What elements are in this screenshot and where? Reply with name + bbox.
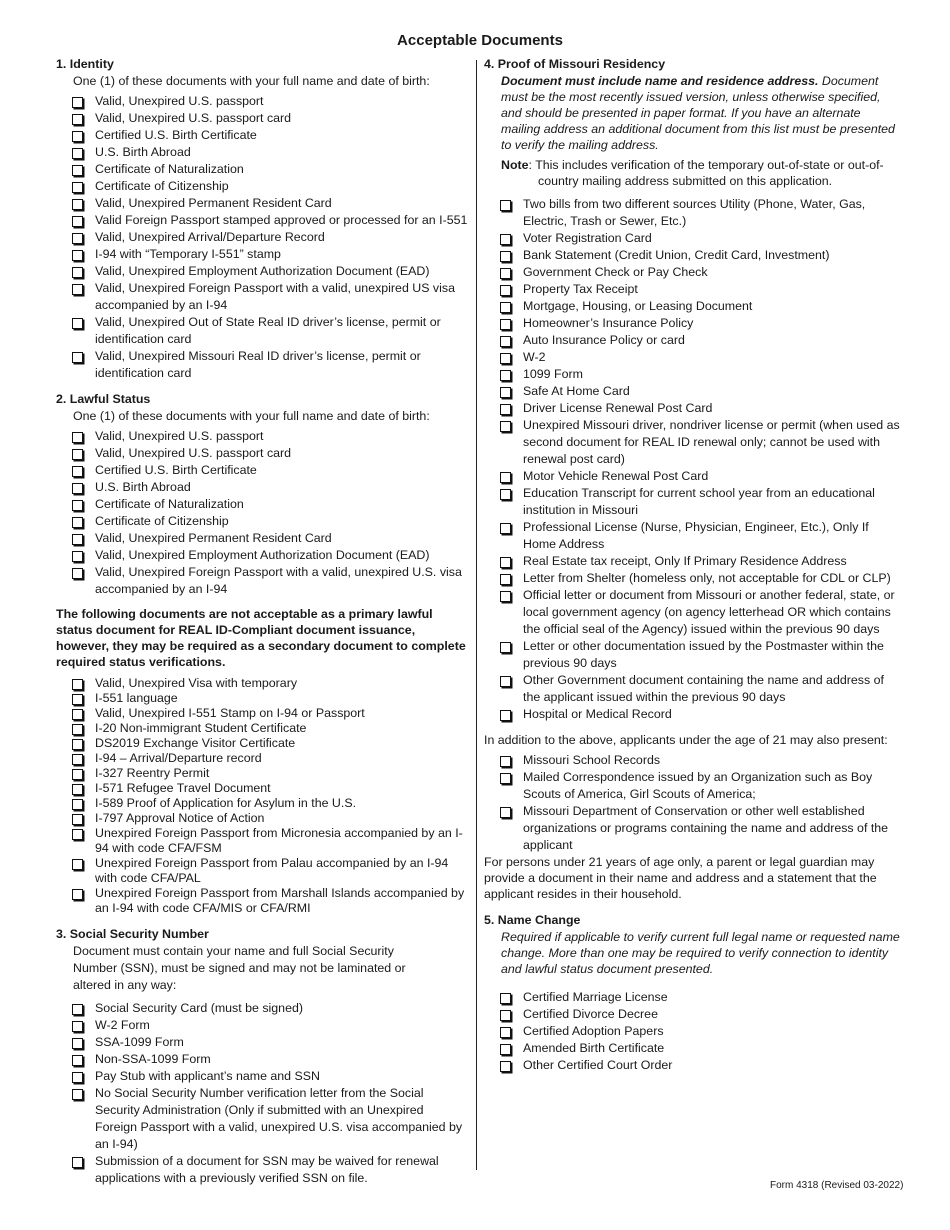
document-item [56, 127, 468, 144]
document-item-label: U.S. Birth Abroad [95, 145, 191, 159]
checkbox[interactable] [500, 251, 511, 262]
document-item [56, 110, 468, 127]
name-change-description: Required if applicable to verify current full legal name or requested name change. More than one may be required to verify connection to identity and lawful status document presented. [501, 930, 900, 976]
document-item [484, 553, 902, 570]
document-item [56, 1068, 468, 1085]
document-item-label: Valid, Unexpired Out of State Real ID driver’s license, permit or identification card [95, 315, 441, 346]
checkbox[interactable] [72, 709, 83, 720]
ssn-heading: 3. Social Security Number [56, 927, 209, 941]
checkbox[interactable] [72, 1089, 83, 1100]
document-item [484, 196, 902, 230]
checkbox[interactable] [500, 285, 511, 296]
residency-note-text: : This includes verification of the temporary out-of-state or out-of-country mailing address submitted on this application. [528, 158, 884, 188]
residency-note [501, 157, 902, 189]
document-item-label: Certificate of Naturalization [95, 162, 244, 176]
document-item [56, 564, 468, 598]
document-item-label: I-797 Approval Notice of Action [95, 811, 265, 825]
checkbox[interactable] [72, 859, 83, 870]
checkbox[interactable] [72, 889, 83, 900]
checkbox[interactable] [72, 318, 83, 329]
checkbox[interactable] [72, 449, 83, 460]
under21-list [484, 752, 902, 854]
document-item [484, 383, 902, 400]
checkbox[interactable] [72, 250, 83, 261]
document-item-label: I-589 Proof of Application for Asylum in the U.S. [95, 796, 357, 810]
document-item [484, 264, 902, 281]
document-item [484, 281, 902, 298]
lawful-status-heading: 2. Lawful Status [56, 392, 151, 406]
document-item-label: Certificate of Citizenship [95, 179, 229, 193]
checkbox[interactable] [72, 1157, 83, 1168]
document-item [56, 178, 468, 195]
document-item-label: Valid, Unexpired Foreign Passport with a valid, unexpired U.S. visa accompanied by an I-94 [95, 565, 462, 596]
document-item-label: Bank Statement (Credit Union, Credit Card, Investment) [523, 248, 830, 262]
left-column [56, 56, 468, 1187]
document-item [56, 721, 468, 736]
ssn-section [56, 926, 468, 1187]
identity-intro: One (1) of these documents with your full name and date of birth: [73, 74, 430, 88]
residency-heading: 4. Proof of Missouri Residency [484, 57, 666, 71]
document-item [484, 769, 902, 803]
column-divider [476, 60, 477, 1170]
document-item-label: Letter from Shelter (homeless only, not acceptable for CDL or CLP) [523, 571, 891, 585]
document-item [56, 676, 468, 691]
checkbox[interactable] [72, 466, 83, 477]
checkbox[interactable] [72, 114, 83, 125]
document-item-label: Valid, Unexpired Arrival/Departure Record [95, 230, 325, 244]
checkbox[interactable] [500, 336, 511, 347]
residency-description [501, 73, 902, 153]
document-item [56, 766, 468, 781]
document-item [56, 348, 468, 382]
identity-section [56, 56, 468, 382]
document-item [56, 751, 468, 766]
checkbox[interactable] [72, 284, 83, 295]
name-change-heading: 5. Name Change [484, 913, 581, 927]
checkbox[interactable] [72, 694, 83, 705]
checkbox[interactable] [500, 489, 511, 500]
identity-list [56, 93, 468, 382]
document-item-label: I-571 Refugee Travel Document [95, 781, 271, 795]
document-item-label: Certified U.S. Birth Certificate [95, 463, 257, 477]
checkbox[interactable] [500, 370, 511, 381]
document-item [484, 989, 902, 1006]
document-item [484, 349, 902, 366]
document-item [56, 280, 468, 314]
document-item-label: Motor Vehicle Renewal Post Card [523, 469, 709, 483]
document-item-label: Other Government document containing the name and address of the applicant issued within the previous 90 days [523, 673, 884, 704]
document-item [484, 230, 902, 247]
document-item-label: W-2 Form [95, 1018, 150, 1032]
checkbox[interactable] [72, 1021, 83, 1032]
document-item [56, 547, 468, 564]
checkbox[interactable] [72, 814, 83, 825]
document-item-label: W-2 [523, 350, 546, 364]
document-item [484, 706, 902, 723]
document-item-label: Homeowner’s Insurance Policy [523, 316, 694, 330]
document-item-label: Official letter or document from Missouri or another federal, state, or local government agency (on agency letterhead OR which contains the official seal of the Agency) issued within the previous 90 days [523, 588, 895, 636]
ssn-intro: Document must contain your name and full Social Security Number (SSN), must be signed and may not be laminated or altered in any way: [73, 944, 406, 992]
document-item-label: Government Check or Pay Check [523, 265, 708, 279]
checkbox[interactable] [500, 472, 511, 483]
document-item-label: Valid, Unexpired Employment Authorization Document (EAD) [95, 264, 430, 278]
checkbox[interactable] [72, 829, 83, 840]
secondary-document-list [56, 676, 468, 916]
document-item [484, 366, 902, 383]
checkbox[interactable] [500, 319, 511, 330]
document-item-label: Professional License (Nurse, Physician, Engineer, Etc.), Only If Home Address [523, 520, 869, 551]
document-item [56, 144, 468, 161]
guardian-note: For persons under 21 years of age only, a parent or legal guardian may provide a document in their name and address and a statement that the applicant resides in their household. [484, 855, 877, 901]
checkbox[interactable] [72, 352, 83, 363]
checkbox[interactable] [72, 216, 83, 227]
document-item [56, 886, 468, 916]
document-item [484, 485, 902, 519]
checkbox[interactable] [500, 353, 511, 364]
document-item [56, 195, 468, 212]
document-item [484, 417, 902, 468]
document-item-label: Submission of a document for SSN may be waived for renewal applications with a previously verified SSN on file. [95, 1154, 439, 1185]
document-item [484, 1040, 902, 1057]
checkbox[interactable] [72, 1038, 83, 1049]
lawful-status-list [56, 428, 468, 598]
document-item [56, 229, 468, 246]
document-item-label: Amended Birth Certificate [523, 1041, 665, 1055]
document-item [56, 445, 468, 462]
checkbox[interactable] [72, 799, 83, 810]
checkbox[interactable] [500, 591, 511, 602]
document-item [484, 332, 902, 349]
document-item [56, 479, 468, 496]
document-item-label: Valid, Unexpired Permanent Resident Card [95, 531, 332, 545]
document-item [56, 1000, 468, 1017]
document-item [56, 811, 468, 826]
document-item-label: Real Estate tax receipt, Only If Primary Residence Address [523, 554, 847, 568]
document-item-label: Other Certified Court Order [523, 1058, 673, 1072]
checkbox[interactable] [72, 165, 83, 176]
checkbox[interactable] [500, 268, 511, 279]
document-item [484, 672, 902, 706]
document-item-label: Certified U.S. Birth Certificate [95, 128, 257, 142]
document-item-label: Valid, Unexpired U.S. passport card [95, 111, 292, 125]
residency-list [484, 196, 902, 723]
document-item [56, 496, 468, 513]
document-item [484, 400, 902, 417]
checkbox[interactable] [500, 421, 511, 432]
document-item [56, 246, 468, 263]
identity-heading: 1. Identity [56, 57, 114, 71]
document-item [484, 298, 902, 315]
document-item-label: Valid, Unexpired U.S. passport [95, 94, 264, 108]
document-item-label: Mailed Correspondence issued by an Organization such as Boy Scouts of America, Girl Scouts of America; [523, 770, 873, 801]
checkbox[interactable] [500, 234, 511, 245]
checkbox[interactable] [500, 200, 511, 211]
document-item-label: DS2019 Exchange Visitor Certificate [95, 736, 296, 750]
document-item [56, 428, 468, 445]
document-item-label: SSA-1099 Form [95, 1035, 184, 1049]
checkbox[interactable] [500, 710, 511, 721]
residency-note-label: Note [501, 158, 529, 172]
document-item [484, 752, 902, 769]
document-item-label: Safe At Home Card [523, 384, 630, 398]
checkbox[interactable] [72, 1072, 83, 1083]
secondary-document-note: The following documents are not acceptable as a primary lawful status document for REAL ID-Compliant document issuance, however, they may be required as a secondary document to complete required status verifications. [56, 607, 466, 669]
document-item [56, 263, 468, 280]
document-item-label: I-20 Non-immigrant Student Certificate [95, 721, 307, 735]
checkbox[interactable] [72, 784, 83, 795]
document-item-label: Letter or other documentation issued by the Postmaster within the previous 90 days [523, 639, 884, 670]
checkbox[interactable] [500, 302, 511, 313]
checkbox[interactable] [72, 267, 83, 278]
document-item [56, 856, 468, 886]
document-item-label: Valid, Unexpired Visa with temporary [95, 676, 298, 690]
checkbox[interactable] [500, 1027, 511, 1038]
residency-description-bold: Document must include name and residence address. [501, 74, 819, 88]
document-item-label: Certified Marriage License [523, 990, 668, 1004]
document-item-label: Valid, Unexpired Permanent Resident Card [95, 196, 332, 210]
lawful-status-intro: One (1) of these documents with your full name and date of birth: [73, 409, 430, 423]
document-item-label: Valid, Unexpired U.S. passport card [95, 446, 292, 460]
checkbox[interactable] [500, 387, 511, 398]
document-item-label: I-551 language [95, 691, 178, 705]
document-item-label: Certificate of Citizenship [95, 514, 229, 528]
document-item-label: Valid, Unexpired Missouri Real ID driver’s license, permit or identification card [95, 349, 421, 380]
document-item-label: Social Security Card (must be signed) [95, 1001, 303, 1015]
checkbox[interactable] [72, 739, 83, 750]
document-item-label: Non-SSA-1099 Form [95, 1052, 211, 1066]
document-item [484, 315, 902, 332]
checkbox[interactable] [72, 1055, 83, 1066]
under21-intro: In addition to the above, applicants under the age of 21 may also present: [484, 733, 888, 747]
checkbox[interactable] [500, 773, 511, 784]
document-item [56, 1153, 468, 1187]
checkbox[interactable] [72, 97, 83, 108]
checkbox[interactable] [500, 1010, 511, 1021]
document-item [484, 803, 902, 854]
document-item [56, 462, 468, 479]
document-item [56, 1017, 468, 1034]
checkbox[interactable] [72, 551, 83, 562]
checkbox[interactable] [72, 769, 83, 780]
document-item [56, 161, 468, 178]
document-item-label: Unexpired Missouri driver, nondriver license or permit (when used as second document for REAL ID renewal only; cannot be used with renewal post card) [523, 418, 900, 466]
document-item [484, 1006, 902, 1023]
checkbox[interactable] [500, 993, 511, 1004]
document-item-label: Valid Foreign Passport stamped approved or processed for an I-551 [95, 213, 468, 227]
document-item-label: Certified Divorce Decree [523, 1007, 658, 1021]
document-item-label: Certificate of Naturalization [95, 497, 244, 511]
document-item [484, 570, 902, 587]
document-item-label: Valid, Unexpired U.S. passport [95, 429, 264, 443]
document-item [56, 513, 468, 530]
document-item [484, 247, 902, 264]
document-item-label: Mortgage, Housing, or Leasing Document [523, 299, 753, 313]
name-change-section [484, 912, 902, 1074]
name-change-list [484, 989, 902, 1074]
document-item [484, 519, 902, 553]
document-item [56, 706, 468, 721]
checkbox[interactable] [72, 199, 83, 210]
checkbox[interactable] [500, 404, 511, 415]
document-item [484, 587, 902, 638]
checkbox[interactable] [72, 754, 83, 765]
document-item-label: Missouri Department of Conservation or other well established organizations or programs containing the name and address of the applicant [523, 804, 889, 852]
document-item [56, 1051, 468, 1068]
checkbox[interactable] [500, 574, 511, 585]
document-item [56, 781, 468, 796]
document-item-label: Auto Insurance Policy or card [523, 333, 685, 347]
checkbox[interactable] [500, 523, 511, 534]
checkbox[interactable] [72, 483, 83, 494]
checkbox[interactable] [500, 642, 511, 653]
document-item [56, 212, 468, 229]
right-column [484, 56, 902, 1074]
document-item [484, 468, 902, 485]
checkbox[interactable] [72, 182, 83, 193]
checkbox[interactable] [72, 679, 83, 690]
checkbox[interactable] [72, 131, 83, 142]
document-item-label: Valid, Unexpired Foreign Passport with a valid, unexpired US visa accompanied by an I-94 [95, 281, 455, 312]
document-item [56, 530, 468, 547]
checkbox[interactable] [500, 1061, 511, 1072]
form-number: Form 4318 (Revised 03-2022) [770, 1180, 904, 1191]
checkbox[interactable] [72, 517, 83, 528]
document-item [56, 691, 468, 706]
document-item [56, 93, 468, 110]
checkbox[interactable] [500, 676, 511, 687]
document-item [484, 1023, 902, 1040]
document-item-label: Unexpired Foreign Passport from Palau accompanied by an I-94 with code CFA/PAL [95, 856, 449, 885]
checkbox[interactable] [500, 1044, 511, 1055]
document-item [56, 736, 468, 751]
document-item-label: Valid, Unexpired I-551 Stamp on I-94 or Passport [95, 706, 365, 720]
document-item-label: Driver License Renewal Post Card [523, 401, 713, 415]
document-item [56, 314, 468, 348]
document-item-label: Pay Stub with applicant’s name and SSN [95, 1069, 320, 1083]
document-item [484, 638, 902, 672]
document-item-label: Missouri School Records [523, 753, 661, 767]
checkbox[interactable] [500, 557, 511, 568]
page-title: Acceptable Documents [397, 32, 563, 49]
ssn-list [56, 1000, 468, 1187]
document-item-label: Two bills from two different sources Utility (Phone, Water, Gas, Electric, Trash or Sewer, Etc.) [523, 197, 866, 228]
residency-description-rest: Document must be the most recently issued version, unless otherwise specified, and should be presented in paper format. If you have an alternate mailing address an additional document from this list must be presented to verify the mailing address. [501, 74, 895, 152]
document-item-label: Valid, Unexpired Employment Authorization Document (EAD) [95, 548, 430, 562]
document-item [56, 796, 468, 811]
document-item-label: U.S. Birth Abroad [95, 480, 191, 494]
document-item-label: I-94 with “Temporary I-551” stamp [95, 247, 281, 261]
checkbox[interactable] [72, 233, 83, 244]
document-item-label: 1099 Form [523, 367, 583, 381]
document-item-label: Voter Registration Card [523, 231, 652, 245]
document-item [56, 826, 468, 856]
document-item [56, 1085, 468, 1153]
residency-section [484, 56, 902, 902]
document-item-label: Unexpired Foreign Passport from Marshall Islands accompanied by an I-94 with code CFA/MIS or CFA/RMI [95, 886, 465, 915]
document-item-label: Unexpired Foreign Passport from Micronesia accompanied by an I-94 with code CFA/FSM [95, 826, 463, 855]
document-item [484, 1057, 902, 1074]
checkbox[interactable] [72, 568, 83, 579]
lawful-status-section [56, 391, 468, 916]
document-item-label: Property Tax Receipt [523, 282, 638, 296]
checkbox[interactable] [72, 724, 83, 735]
document-item-label: I-327 Reentry Permit [95, 766, 210, 780]
checkbox[interactable] [72, 432, 83, 443]
checkbox[interactable] [72, 1004, 83, 1015]
checkbox[interactable] [72, 534, 83, 545]
document-item-label: I-94 – Arrival/Departure record [95, 751, 262, 765]
document-item-label: Hospital or Medical Record [523, 707, 672, 721]
checkbox[interactable] [72, 500, 83, 511]
checkbox[interactable] [500, 756, 511, 767]
document-item-label: Education Transcript for current school year from an educational institution in Missouri [523, 486, 875, 517]
checkbox[interactable] [72, 148, 83, 159]
document-item [56, 1034, 468, 1051]
document-item-label: No Social Security Number verification letter from the Social Security Administration (Only if submitted with an Unexpired Foreign Passport with a valid, unexpired U.S. visa accompanied by an I-94) [95, 1086, 463, 1151]
checkbox[interactable] [500, 807, 511, 818]
document-item-label: Certified Adoption Papers [523, 1024, 664, 1038]
